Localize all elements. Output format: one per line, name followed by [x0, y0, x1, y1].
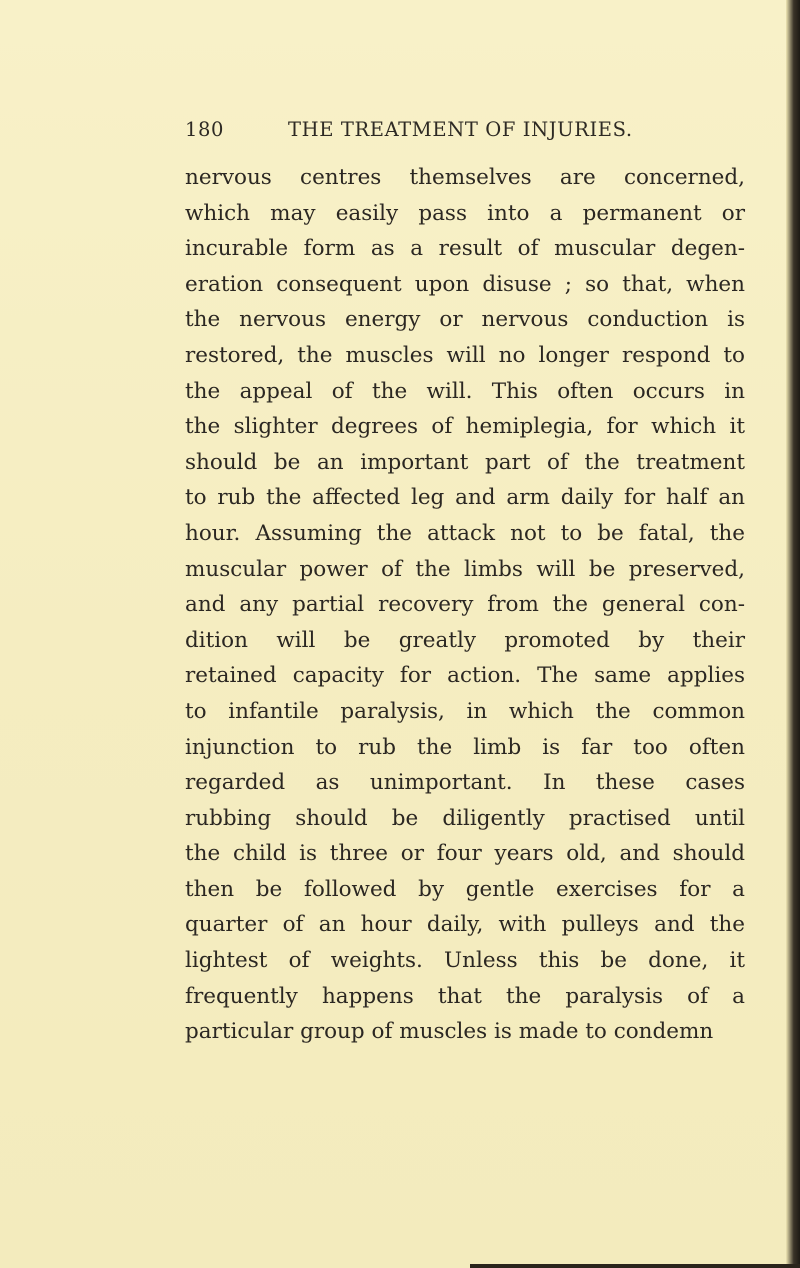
text-line: should be an important part of the treatment	[185, 449, 745, 475]
text-line: incurable form as a result of muscular degen-	[185, 236, 745, 262]
text-line: restored, the muscles will no longer respond to	[185, 342, 745, 368]
text-line: retained capacity for action. The same applies	[185, 663, 745, 689]
running-title: THE TREATMENT OF INJURIES.	[288, 118, 633, 141]
text-line: rubbing should be diligently practised until	[185, 805, 745, 831]
text-line: nervous centres themselves are concerned,	[185, 165, 745, 190]
text-line: frequently happens that the paralysis of a	[185, 983, 745, 1009]
text-line: to rub the affected leg and arm daily for half an	[185, 485, 745, 511]
text-line: the child is three or four years old, and should	[185, 841, 745, 867]
page-number: 180	[185, 118, 225, 141]
text-line: dition will be greatly promoted by their	[185, 627, 745, 653]
page-header	[185, 118, 635, 148]
text-line: regarded as unimportant. In these cases	[185, 770, 745, 796]
text-line: then be followed by gentle exercises for a	[185, 876, 745, 902]
text-line: lightest of weights. Unless this be done, it	[185, 948, 745, 974]
text-line: and any partial recovery from the general con-	[185, 592, 745, 618]
page-bottom-edge	[470, 1264, 800, 1268]
text-line: the appeal of the will. This often occurs in	[185, 378, 745, 404]
text-line: quarter of an hour daily, with pulleys and the	[185, 912, 745, 938]
body-text	[185, 160, 745, 1050]
text-line: to infantile paralysis, in which the common	[185, 698, 745, 724]
text-line: eration consequent upon disuse ; so that, when	[185, 271, 745, 297]
text-line: particular group of muscles is made to condemn	[185, 1019, 714, 1045]
text-line: which may easily pass into a permanent or	[185, 200, 745, 226]
text-line: the slighter degrees of hemiplegia, for which it	[185, 414, 745, 440]
text-line: hour. Assuming the attack not to be fatal, the	[185, 520, 745, 546]
text-line: the nervous energy or nervous conduction is	[185, 307, 745, 333]
text-line: muscular power of the limbs will be preserved,	[185, 556, 745, 582]
page-edge-shadow	[786, 0, 800, 1268]
text-line: injunction to rub the limb is far too often	[185, 734, 745, 760]
